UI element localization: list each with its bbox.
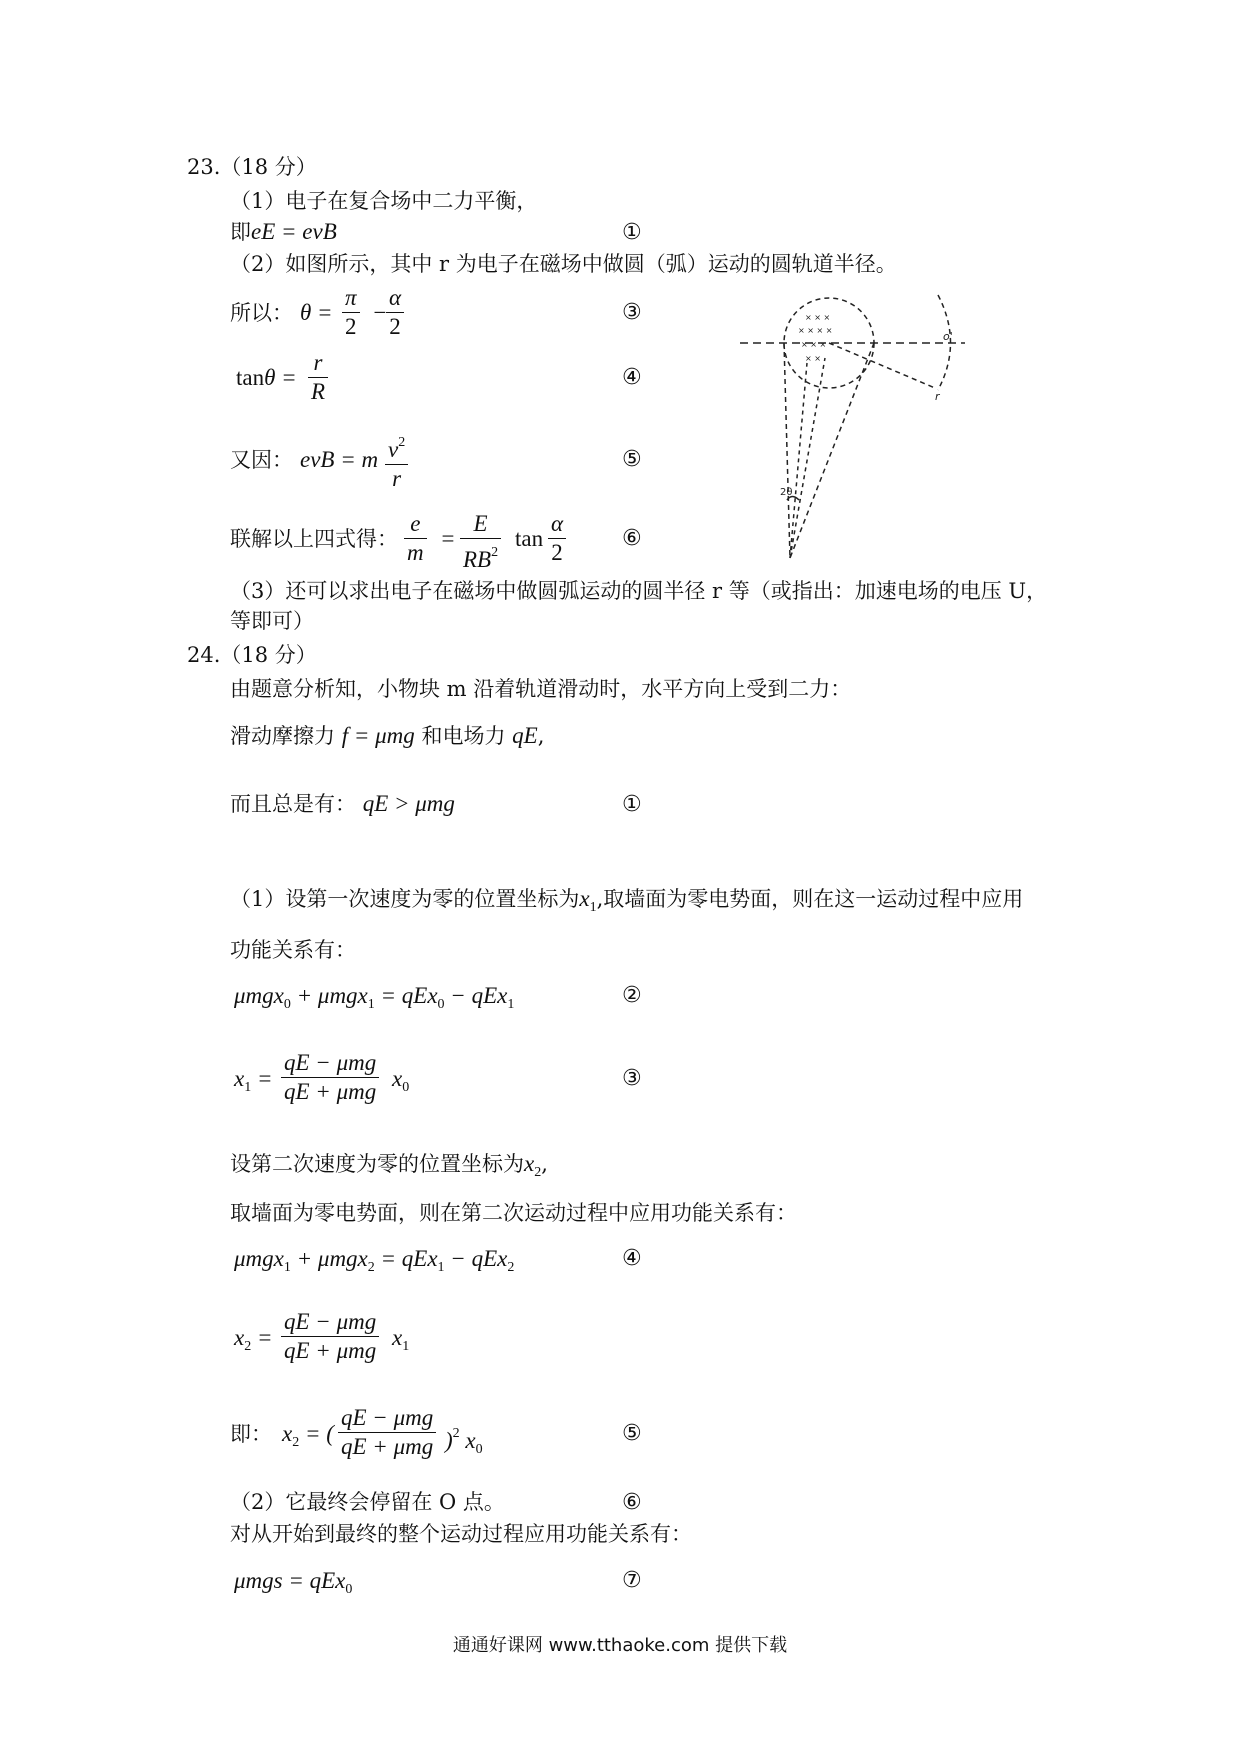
q23-eq5-lhs: evB = m: [300, 447, 379, 472]
q23-eq6-frac1: $\frac{e}{m}$: [404, 510, 427, 567]
q24-eq-x2-x1: $x_1$: [392, 1325, 410, 1354]
q23-marker-5: ⑤: [622, 447, 642, 472]
q23-eq6-eq: =: [440, 526, 456, 551]
q24-eq5-prefix: 即：: [230, 1422, 272, 1446]
q23-marker-3: ③: [622, 300, 642, 325]
q24-marker-2: ②: [622, 983, 642, 1008]
q24-marker-5: ⑤: [622, 1421, 642, 1446]
q24-intro: 由题意分析知，小物块 m 沿着轨道滑动时，水平方向上受到二力：: [230, 677, 852, 701]
page-footer: 通通好课网 www.tthaoke.com 提供下载: [452, 1635, 788, 1656]
q24-second-line1: 设第二次速度为零的位置坐标为$x_2$,: [230, 1151, 548, 1180]
q24-eq-x2-frac: qE − μmg qE + μmg: [281, 1308, 379, 1365]
trajectory-line-b: [790, 358, 825, 558]
q23-eq6-tan: tan: [515, 526, 544, 551]
q23-part3-line1: （3）还可以求出电子在磁场中做圆弧运动的圆半径 r 等（或指出：加速电场的电压 U，: [230, 579, 1048, 603]
q24-part1-line1: （1）设第一次速度为零的位置坐标为$x_1$,取墙面为零电势面，则在这一运动过程中应用: [230, 886, 1024, 915]
q24-part2: （2）它最终会停留在 O 点。: [230, 1490, 505, 1514]
q23-eq5-prefix: 又因：: [230, 448, 293, 472]
q24-marker-6: ⑥: [622, 1490, 642, 1515]
q23-eq1: 即eE = evB: [230, 219, 337, 244]
svg-text:× × ×: × × ×: [805, 313, 831, 322]
q23-marker-1: ①: [622, 220, 642, 245]
q23-eq3-prefix: 所以：: [230, 301, 293, 325]
svg-text:× × × ×: × × × ×: [798, 326, 833, 335]
svg-text:× ×: × ×: [805, 354, 821, 363]
q24-eq4: μmgx$_1$ + μmgx$_2$ = qEx$_1$ − qEx$_2$: [234, 1246, 515, 1275]
q23-eq6-prefix: 联解以上四式得：: [230, 527, 398, 551]
q24-marker-3: ③: [622, 1066, 642, 1091]
q24-eq7: μmgs = qEx$_0$: [234, 1568, 353, 1597]
q24-part1-line2: 功能关系有：: [230, 938, 356, 962]
q23-eq6-frac3: $\frac{\alpha}{2}$: [548, 510, 566, 567]
q24-part2b: 对从开始到最终的整个运动过程应用功能关系有：: [230, 1522, 692, 1546]
q24-eq5-rhs: )$^2$ $x_0$: [445, 1426, 483, 1457]
q23-marker-4: ④: [622, 365, 642, 390]
q24-forces: 滑动摩擦力 f = μmg 和电场力 qE,: [230, 723, 545, 748]
q24-eq-x2-lhs: $x_2$ =: [234, 1325, 273, 1354]
trajectory-line-a: [790, 363, 807, 558]
q23-eq4-frac: $\frac{r}{R}$: [308, 349, 328, 406]
svg-text:× × ×: × × ×: [801, 340, 827, 349]
q24-marker-1: ①: [622, 792, 642, 817]
q24-eq2: μmgx$_0$ + μmgx$_1$ = qEx$_0$ − qEx$_1$: [234, 983, 515, 1012]
q23-eq3-frac2: $\frac{\alpha}{2}$: [386, 284, 404, 341]
q23-eq3-minus: −: [372, 300, 388, 325]
q24-eq3-x0: $x_0$: [392, 1066, 410, 1095]
q24-eq3-frac: qE − μmg qE + μmg: [281, 1049, 379, 1106]
q23-header: 23.（18 分）: [187, 155, 317, 179]
q23-eq4-lhs: tanθ =: [236, 365, 297, 390]
q24-marker-7: ⑦: [622, 1568, 642, 1593]
q24-marker-4: ④: [622, 1246, 642, 1271]
right-boundary-line: [790, 343, 874, 558]
svg-text:r: r: [935, 390, 940, 403]
svg-text:2θ: 2θ: [780, 487, 793, 498]
q24-header: 24.（18 分）: [187, 643, 317, 667]
q23-eq3-lhs: θ =: [300, 300, 333, 325]
q24-condition: 而且总是有： qE > μmg: [230, 791, 455, 816]
q24-second-line2: 取墙面为零电势面，则在第二次运动过程中应用功能关系有：: [230, 1201, 797, 1225]
svg-text:o': o': [943, 330, 953, 343]
q23-part1: （1）电子在复合场中二力平衡，: [230, 189, 538, 213]
q23-part2: （2）如图所示，其中 r 为电子在磁场中做圆（弧）运动的圆轨道半径。: [230, 252, 897, 276]
radius-line: [829, 343, 935, 388]
q23-marker-6: ⑥: [622, 526, 642, 551]
left-boundary-line: [784, 343, 790, 558]
q24-eq5-lhs: $x_2$ = (: [282, 1421, 334, 1450]
q23-eq6-frac2: $\frac{E}{RB^2}$: [460, 510, 501, 574]
q23-eq3-frac1: $\frac{\pi}{2}$: [342, 284, 360, 341]
q23-part3-line2: 等即可）: [230, 609, 314, 633]
magnetic-field-diagram: [735, 290, 970, 565]
q23-eq5-frac: $\frac{v^2}{r}$: [385, 429, 408, 493]
q24-eq3-lhs: $x_1$ =: [234, 1066, 273, 1095]
q24-eq5-frac: qE − μmg qE + μmg: [338, 1404, 436, 1461]
